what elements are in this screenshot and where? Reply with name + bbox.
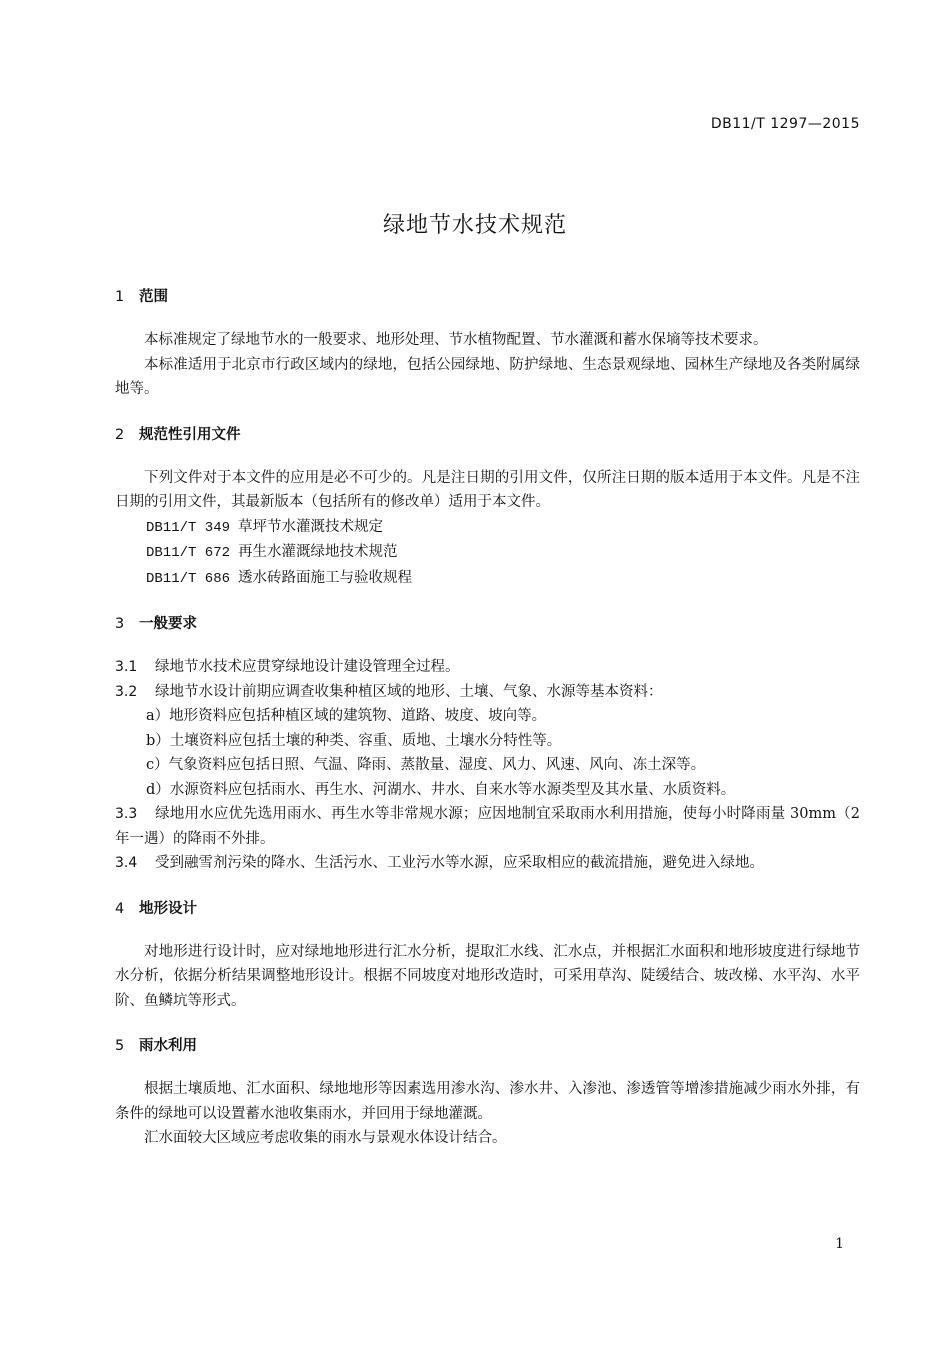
reference-name: 透水砖路面施工与验收规程: [238, 569, 412, 586]
list-item: d）水源资料应包括雨水、再生水、河湖水、井水、自来水等水源类型及其水量、水质资料。: [146, 781, 736, 798]
reference-name: 草坪节水灌溉技术规定: [238, 518, 383, 535]
clause-text: 绿地用水应优先选用雨水、再生水等非常规水源；应因地制宜采取雨水利用措施，使每小时降雨量 30mm（2 年一遇）的降雨不外排。: [115, 806, 860, 847]
section-heading-1: [115, 286, 860, 308]
clause-number: 3.2: [115, 683, 138, 700]
reference-code: DB11/T 672: [146, 545, 231, 561]
reference-item: [115, 540, 860, 566]
reference-code: DB11/T 349: [146, 519, 231, 536]
section-number: 5: [115, 1038, 125, 1054]
section-title: 地形设计: [139, 900, 197, 917]
paragraph: 下列文件对于本文件的应用是必不可少的。凡是注日期的引用文件，仅所注日期的版本适用于本文件。凡是不注日期的引用文件，其最新版本（包括所有的修改单）适用于本文件。: [115, 469, 860, 510]
paragraph: 本标准规定了绿地节水的一般要求、地形处理、节水植物配置、节水灌溉和蓄水保墒等技术要求。: [144, 332, 768, 348]
clause: [115, 802, 860, 851]
page-number: 1: [835, 1236, 844, 1252]
section-title: 规范性引用文件: [139, 426, 241, 443]
reference-item: [115, 515, 860, 541]
list-item: c）气象资料应包括日照、气温、降雨、蒸散量、湿度、风力、风速、风向、冻土深等。: [146, 757, 706, 773]
clause-text: 受到融雪剂污染的降水、生活污水、工业污水等水源，应采取相应的截流措施，避免进入绿地。: [155, 855, 764, 871]
section-number: 1: [115, 289, 125, 305]
section-title: 范围: [139, 289, 168, 305]
section-heading-5: [115, 1035, 860, 1057]
clause: [115, 680, 860, 705]
paragraph: 本标准适用于北京市行政区域内的绿地，包括公园绿地、防护绿地、生态景观绿地、园林生产绿地及各类附属绿地等。: [115, 356, 860, 397]
clause-text: 绿地节水设计前期应调查收集种植区域的地形、土壤、气象、水源等基本资料：: [155, 683, 663, 700]
paragraph: 汇水面较大区域应考虑收集的雨水与景观水体设计结合。: [144, 1130, 507, 1146]
standard-code: DB11/T 1297—2015: [710, 116, 860, 132]
document-title: 绿地节水技术规范: [382, 213, 567, 238]
section-number: 3: [115, 616, 125, 632]
section-number: 4: [115, 900, 125, 917]
clause: [115, 655, 860, 680]
section-title: 雨水利用: [139, 1038, 197, 1054]
paragraph: 对地形进行设计时，应对绿地地形进行汇水分析，提取汇水线、汇水点，并根据汇水面积和地形坡度进行绿地节水分析，依据分析结果调整地形设计。根据不同坡度对地形改造时，可采用草沟、陡缓结合、坡改梯、水平沟、水平阶、鱼鳞坑等形式。: [115, 943, 860, 1009]
clause-number: 3.3: [115, 806, 138, 822]
section-title: 一般要求: [139, 616, 197, 632]
clause-number: 3.4: [115, 855, 138, 871]
paragraph: 根据土壤质地、汇水面积、绿地地形等因素选用渗水沟、渗水井、入渗池、渗透管等增渗措施减少雨水外排，有条件的绿地可以设置蓄水池收集雨水，并回用于绿地灌溉。: [115, 1081, 860, 1122]
reference-item: [115, 566, 860, 592]
reference-code: DB11/T 686: [146, 570, 231, 587]
clause-number: 3.1: [115, 659, 138, 675]
section-heading-4: [115, 898, 860, 920]
list-item: a）地形资料应包括种植区域的建筑物、道路、坡度、坡向等。: [146, 708, 547, 724]
clause: [115, 851, 860, 876]
section-heading-3: [115, 613, 860, 635]
section-heading-2: [115, 424, 860, 446]
clause-text: 绿地节水技术应贯穿绿地设计建设管理全过程。: [155, 659, 460, 675]
list-item: b）土壤资料应包括土壤的种类、容重、质地、土壤水分特性等。: [146, 732, 562, 749]
reference-name: 再生水灌溉绿地技术规范: [238, 544, 398, 560]
section-number: 2: [115, 426, 125, 443]
document-body: [115, 286, 860, 1151]
